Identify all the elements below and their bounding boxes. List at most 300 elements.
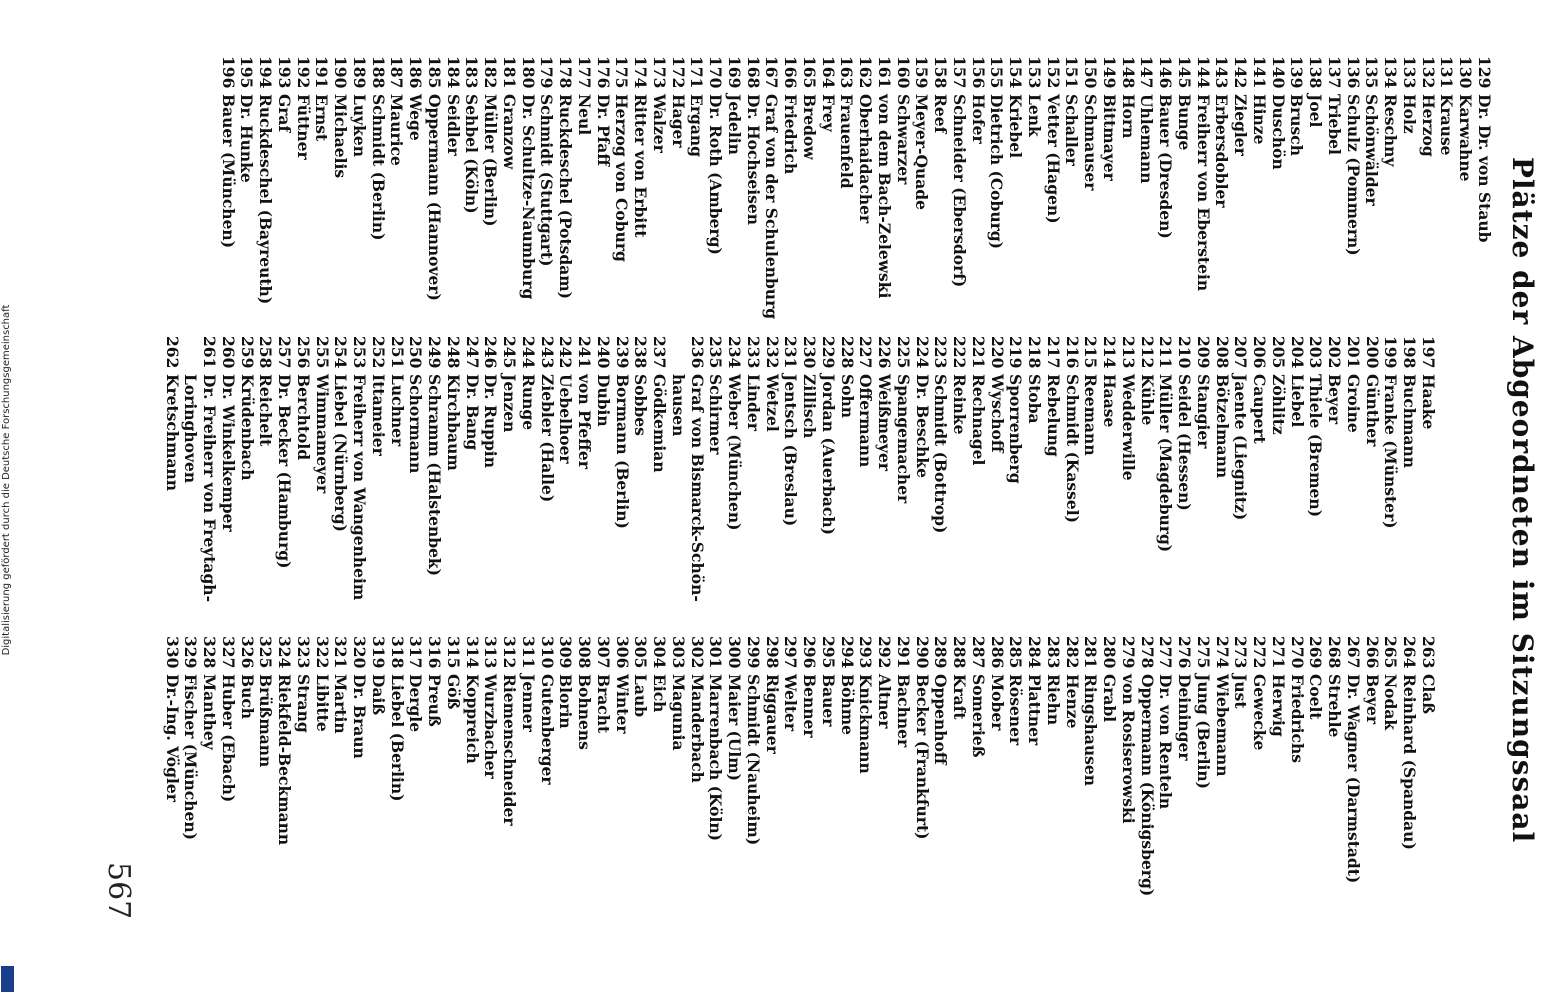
deputy-name: Bohnens	[575, 674, 595, 750]
seat-number: 232	[762, 336, 782, 369]
deputy-name: Manthey	[200, 674, 220, 750]
seat-number: 241	[575, 336, 595, 369]
seat-number: 225	[894, 336, 913, 369]
deputy-name: Dr. Wagner (Darmstadt)	[1344, 674, 1363, 884]
seat-row	[762, 636, 781, 916]
deputy-name: Bredow	[800, 94, 819, 160]
deputy-name: Dr. Bang	[462, 374, 482, 451]
seat-number: 215	[1081, 336, 1101, 369]
seat-row	[256, 56, 275, 336]
seat-row	[893, 336, 912, 616]
deputy-name: Weber (München)	[725, 374, 745, 531]
deputy-name: Zöhlitz	[1269, 374, 1288, 435]
seat-number: 137	[1325, 56, 1344, 89]
seat-row	[725, 336, 744, 616]
seat-row	[1193, 336, 1212, 616]
deputy-name: Ernst	[312, 94, 332, 142]
seat-number: 207	[1231, 336, 1251, 369]
deputy-name: Liebel (Nürnberg)	[331, 374, 351, 532]
deputy-name: Oppermann (Hannover)	[425, 94, 444, 301]
seat-number: 133	[1400, 56, 1419, 89]
seat-row	[481, 56, 500, 336]
deputy-name: Freiherr von Eberstein	[1193, 94, 1213, 292]
deputy-name: Böhme	[837, 674, 857, 735]
deputy-name: Wege	[406, 94, 426, 141]
deputy-name: Magunia	[669, 674, 688, 751]
seat-row	[949, 56, 968, 336]
seat-number: 194	[256, 56, 276, 89]
seat-number: 153	[1025, 56, 1044, 89]
seat-number: 265	[1381, 636, 1401, 669]
dfg-logo	[1, 966, 14, 992]
seat-row	[518, 336, 537, 616]
deputy-name: Maurice	[387, 94, 407, 166]
deputy-name: von dem Bach-Zelewski	[875, 94, 894, 299]
deputy-name: Uhlemann	[1137, 94, 1157, 184]
seat-number: 172	[668, 56, 688, 89]
deputy-name: Dr. Dr. von Staub	[1475, 94, 1494, 243]
deputy-name: Bracht	[594, 674, 613, 734]
seat-row	[1025, 336, 1044, 616]
seat-number: 306	[612, 636, 632, 669]
seat-number: 230	[800, 336, 820, 369]
seat-number: 318	[387, 636, 407, 669]
deputy-name: Dr. Becker (Hamburg)	[275, 374, 295, 569]
seat-number: 293	[856, 636, 876, 669]
deputy-name: Beyer	[1362, 674, 1382, 724]
deputy-name: Claß	[1419, 674, 1438, 715]
seat-row	[350, 636, 369, 916]
seat-row	[537, 336, 556, 616]
deputy-name: Dr. Braun	[350, 674, 370, 759]
seat-row	[387, 336, 406, 616]
seat-row	[631, 636, 650, 916]
deputy-name: Somerieß	[969, 674, 988, 758]
deputy-name: Liebel	[1287, 374, 1307, 428]
seat-row	[181, 336, 200, 616]
deputy-name: Weißmeyer	[875, 374, 895, 471]
seat-row	[1474, 56, 1493, 336]
deputy-name: Horn	[1118, 94, 1138, 139]
deputy-name: Bachner	[894, 674, 913, 748]
deputy-name: Ziebler (Halle)	[537, 374, 557, 503]
seat-row	[293, 56, 312, 336]
deputy-name: Rösener	[1006, 674, 1026, 746]
seat-row	[931, 636, 950, 916]
deputy-name: Jedelin	[725, 94, 744, 155]
seat-number: 296	[800, 636, 820, 669]
seat-number: 181	[500, 56, 519, 89]
deputy-name: Stangier	[1194, 374, 1213, 449]
deputy-name: Laub	[631, 674, 651, 718]
seat-number: 144	[1193, 56, 1213, 89]
seat-row	[687, 636, 706, 916]
deputy-name: Sehbel (Köln)	[462, 94, 482, 214]
deputy-name: Coelt	[1306, 674, 1326, 720]
seat-number: 236	[687, 336, 707, 369]
seat-number: 284	[1025, 636, 1045, 669]
seat-row	[1456, 56, 1475, 336]
deputy-name: Göß	[444, 674, 463, 710]
deputy-name: Schmidt (Berlin)	[368, 94, 388, 241]
seat-row	[668, 636, 687, 916]
deputy-name: Jentsch (Breslau)	[781, 374, 801, 527]
deputy-name: Strang	[294, 674, 313, 733]
seat-row	[1362, 636, 1381, 916]
seat-number: 255	[312, 336, 332, 369]
seat-number: 237	[650, 336, 670, 369]
deputy-name: Riemenschneider	[500, 674, 520, 826]
deputy-name: Dr. Ruppin	[481, 374, 501, 468]
deputy-name: Hinze	[1250, 94, 1269, 145]
seat-number: 297	[781, 636, 801, 669]
deputy-name: Koppreich	[462, 674, 482, 764]
seat-number: 245	[500, 336, 520, 369]
seat-number: 300	[725, 636, 745, 669]
deputy-name: Duschön	[1268, 94, 1288, 170]
seat-row	[481, 336, 500, 616]
deputy-name: Wyschoff	[987, 374, 1007, 453]
seat-row	[1006, 636, 1025, 916]
seat-row	[668, 336, 687, 616]
deputy-name: Wiebemann	[1212, 674, 1232, 777]
deputy-name: Franke (Münster)	[1381, 374, 1401, 529]
seat-number: 167	[762, 56, 782, 89]
deputy-name: Offermann	[856, 374, 876, 468]
deputy-name: Dr. Hochseisen	[743, 94, 763, 226]
seat-number: 289	[931, 636, 951, 669]
seat-number: 220	[987, 336, 1007, 369]
deputy-name: Dr. Pfaff	[593, 94, 613, 167]
seat-row	[575, 336, 594, 616]
seat-number: 138	[1306, 56, 1326, 89]
deputy-name: Schmidt (Stuttgart)	[537, 94, 557, 267]
seat-number: 151	[1062, 56, 1082, 89]
seat-number: 179	[537, 56, 557, 89]
seat-number: 162	[856, 56, 876, 89]
deputy-name: Müller (Berlin)	[481, 94, 501, 227]
seat-row	[706, 636, 725, 916]
seat-number: 330	[162, 636, 182, 669]
seat-number: 254	[331, 336, 351, 369]
seat-row	[462, 636, 481, 916]
seat-number: 250	[406, 336, 426, 369]
deputy-name: Runge	[519, 374, 538, 431]
deputy-name: Gutenberger	[537, 674, 557, 785]
seat-number: 168	[743, 56, 763, 89]
deputy-name: Reinke	[950, 374, 970, 435]
seat-row	[1156, 336, 1175, 616]
seat-row	[893, 636, 912, 916]
deputy-name: Kraft	[950, 674, 970, 720]
deputy-name: Buchmann	[1400, 374, 1420, 469]
seat-number: 204	[1287, 336, 1307, 369]
deputy-name: Schmidt (Bottrop)	[931, 374, 951, 534]
deputy-name: Dr. Roth (Amberg)	[706, 94, 726, 255]
seat-row	[931, 336, 950, 616]
seat-number: 253	[350, 336, 370, 369]
deputy-name: Krause	[1437, 94, 1457, 156]
seat-row	[1268, 56, 1287, 336]
seat-number: 307	[594, 636, 613, 669]
seat-row	[256, 636, 275, 916]
seat-row	[1174, 56, 1193, 336]
deputy-name: Ziegler	[1231, 94, 1251, 156]
seat-number: 276	[1175, 636, 1195, 669]
seat-number: 142	[1231, 56, 1251, 89]
seat-row	[256, 336, 275, 616]
deputy-name: Bormann (Berlin)	[612, 374, 632, 529]
deputy-name: Hager	[668, 94, 688, 148]
seat-row	[1249, 56, 1268, 336]
seat-row	[743, 336, 762, 616]
seat-row	[818, 636, 837, 916]
deputy-name: Stoba	[1025, 374, 1045, 424]
seat-row	[837, 636, 856, 916]
seat-number: 164	[818, 56, 838, 89]
deputy-name: Maier (Ulm)	[725, 674, 745, 781]
seat-number: 214	[1100, 336, 1120, 369]
seat-number: 274	[1212, 636, 1232, 669]
seat-row	[1231, 336, 1250, 616]
seat-row	[1381, 56, 1400, 336]
seat-row	[874, 56, 893, 336]
seat-row	[312, 336, 331, 616]
seat-row	[1362, 336, 1381, 616]
deputy-name: Knickmann	[856, 674, 876, 774]
seat-number: 140	[1268, 56, 1288, 89]
seat-row	[237, 56, 256, 336]
seat-row	[968, 56, 987, 336]
seat-row	[1062, 636, 1081, 916]
seat-row	[1062, 56, 1081, 336]
deputy-name: Hofer	[968, 94, 988, 144]
seat-number: 234	[725, 336, 745, 369]
seat-row	[987, 636, 1006, 916]
seat-number: 311	[519, 636, 538, 669]
seat-row	[1024, 56, 1043, 336]
deputy-name: Huber (Ebach)	[219, 674, 238, 803]
deputy-name: Becker (Frankfurt)	[912, 674, 932, 840]
seat-number: 130	[1456, 56, 1476, 89]
seat-number: 195	[237, 56, 257, 89]
seat-row	[593, 56, 612, 336]
seat-number: 149	[1100, 56, 1119, 89]
seat-row	[1400, 336, 1419, 616]
seat-number: 148	[1118, 56, 1138, 89]
seat-number: 294	[837, 636, 857, 669]
seat-number: 226	[875, 336, 895, 369]
seat-row	[743, 636, 762, 916]
seat-row	[556, 56, 575, 336]
seat-row	[1118, 56, 1137, 336]
seat-number: 325	[256, 636, 276, 669]
seat-number: 158	[931, 56, 951, 89]
deputy-name: Loringhoven	[181, 374, 201, 484]
seat-number: 314	[462, 636, 482, 669]
seat-row	[331, 636, 350, 916]
deputy-name: Sohn	[837, 374, 857, 419]
deputy-name: von Pfeffer	[575, 374, 595, 469]
deputy-name: Karwahne	[1456, 94, 1476, 182]
deputy-name: Kühle	[1137, 374, 1157, 426]
seat-number: 262	[162, 336, 182, 369]
deputy-name: Manderbach	[687, 674, 707, 783]
seat-row	[331, 336, 350, 616]
seat-row	[612, 636, 631, 916]
seat-number: 222	[950, 336, 970, 369]
seat-row	[218, 336, 237, 616]
seat-row	[218, 636, 237, 916]
page-title: Plätze der Abgeordneten im Sitzungssaal	[1506, 156, 1539, 844]
seat-row	[1325, 336, 1344, 616]
deputy-name: Ittameier	[369, 374, 388, 456]
seat-row	[837, 336, 856, 616]
seat-row	[668, 56, 687, 336]
deputy-name: Schmauser	[1081, 94, 1101, 191]
seat-row	[1343, 336, 1362, 616]
seat-row	[612, 336, 631, 616]
deputy-name: Graf von der Schulenburg	[762, 94, 782, 320]
deputy-name: Berchtold	[294, 374, 313, 461]
seat-number: 249	[425, 336, 445, 369]
seat-row	[500, 636, 519, 916]
seat-number: 132	[1418, 56, 1438, 89]
seat-number: 212	[1137, 336, 1157, 369]
deputy-name: Gödkemian	[650, 374, 670, 473]
seat-number: 313	[481, 636, 501, 669]
seat-number: 205	[1269, 336, 1288, 369]
seat-row	[293, 336, 312, 616]
seat-row	[1099, 56, 1118, 336]
seat-number: 329	[181, 636, 201, 669]
deputy-name: Winter	[612, 674, 632, 734]
deputy-name: Granzow	[500, 94, 519, 170]
deputy-name: Haase	[1100, 374, 1120, 428]
seat-number: 256	[294, 336, 313, 369]
seat-row	[1212, 336, 1231, 616]
deputy-name: Luyken	[350, 94, 369, 158]
seat-row	[518, 56, 537, 336]
seat-number: 288	[950, 636, 970, 669]
seat-number: 264	[1400, 636, 1420, 669]
seat-number: 211	[1156, 336, 1176, 369]
seat-number: 319	[369, 636, 388, 669]
seat-row	[650, 636, 669, 916]
seat-number: 183	[462, 56, 482, 89]
seat-number: 298	[762, 636, 782, 669]
seat-column-1	[218, 56, 1494, 336]
seat-row	[631, 56, 650, 336]
seat-row	[406, 336, 425, 616]
deputy-name: Vetter (Hagen)	[1043, 94, 1063, 224]
deputy-name: Wurzbacher	[481, 674, 501, 779]
seat-row	[1343, 636, 1362, 916]
seat-row	[1381, 636, 1400, 916]
seat-row	[706, 56, 725, 336]
seat-row	[1212, 636, 1231, 916]
seat-number: 258	[256, 336, 276, 369]
seat-number: 159	[912, 56, 932, 89]
seat-row	[1250, 636, 1269, 916]
seat-row	[443, 56, 462, 336]
deputy-name: Kretschmann	[162, 374, 182, 492]
seat-number: 272	[1250, 636, 1270, 669]
seat-number: 191	[312, 56, 332, 89]
seat-number: 157	[950, 56, 969, 89]
seat-number: 216	[1062, 336, 1082, 369]
deputy-name: Welter	[781, 674, 801, 732]
seat-row	[781, 336, 800, 616]
seat-row	[181, 636, 200, 916]
deputy-name: Thiele (Bremen)	[1306, 374, 1326, 518]
seat-number: 321	[331, 636, 351, 669]
seat-row	[856, 336, 875, 616]
deputy-name: Bittmayer	[1100, 94, 1119, 181]
deputy-name: Sobbes	[631, 374, 651, 436]
seat-row	[1175, 336, 1194, 616]
deputy-name: Schramm (Halstenbek)	[425, 374, 445, 577]
seat-row	[1399, 56, 1418, 336]
deputy-name: Neul	[575, 94, 594, 136]
deputy-name: Ruckdeschel (Potsdam)	[556, 94, 576, 300]
seat-row	[856, 56, 875, 336]
deputy-name: Reschny	[1381, 94, 1401, 167]
seat-row	[556, 636, 575, 916]
deputy-name: Dr. von Renteln	[1156, 674, 1176, 810]
seat-number: 192	[293, 56, 313, 89]
seat-row	[1287, 56, 1306, 336]
deputy-name: Groine	[1344, 374, 1363, 433]
deputy-name: Brüßmann	[256, 674, 276, 768]
seat-row	[575, 636, 594, 916]
deputy-name: Schneider (Ebersdorf)	[950, 94, 969, 288]
deputy-name: Friedrich	[781, 94, 801, 175]
seat-row	[518, 636, 537, 916]
seat-row	[406, 636, 425, 916]
seat-row	[1287, 336, 1306, 616]
seat-number: 251	[387, 336, 407, 369]
seat-number: 201	[1344, 336, 1363, 369]
seat-row	[1137, 636, 1156, 916]
deputy-name: Daiß	[369, 674, 388, 716]
seat-number: 324	[275, 636, 295, 669]
deputy-name: Sporrenberg	[1006, 374, 1026, 484]
seat-row	[781, 636, 800, 916]
seat-row	[800, 636, 819, 916]
deputy-name: Benner	[800, 674, 820, 738]
deputy-name: Graf von Bismarck-Schön-	[687, 374, 707, 602]
seat-number: 279	[1119, 636, 1138, 669]
deputy-name: Jenzen	[500, 374, 520, 433]
seat-number: 136	[1343, 56, 1363, 89]
seat-row	[406, 56, 425, 336]
seat-number: 160	[893, 56, 913, 89]
seat-number: 282	[1062, 636, 1082, 669]
deputy-name: Schwarzer	[893, 94, 913, 185]
deputy-name: Marrenbach (Köln)	[706, 674, 726, 841]
seat-row	[968, 636, 987, 916]
seat-row	[837, 56, 856, 336]
seat-row	[1231, 636, 1250, 916]
deputy-name: Lenk	[1025, 94, 1044, 137]
seat-number: 257	[275, 336, 295, 369]
deputy-name: Schmidt (Kassel)	[1062, 374, 1082, 523]
seat-number: 173	[650, 56, 669, 89]
seat-number: 217	[1044, 336, 1063, 369]
seat-row	[537, 636, 556, 916]
seat-number: 312	[500, 636, 520, 669]
